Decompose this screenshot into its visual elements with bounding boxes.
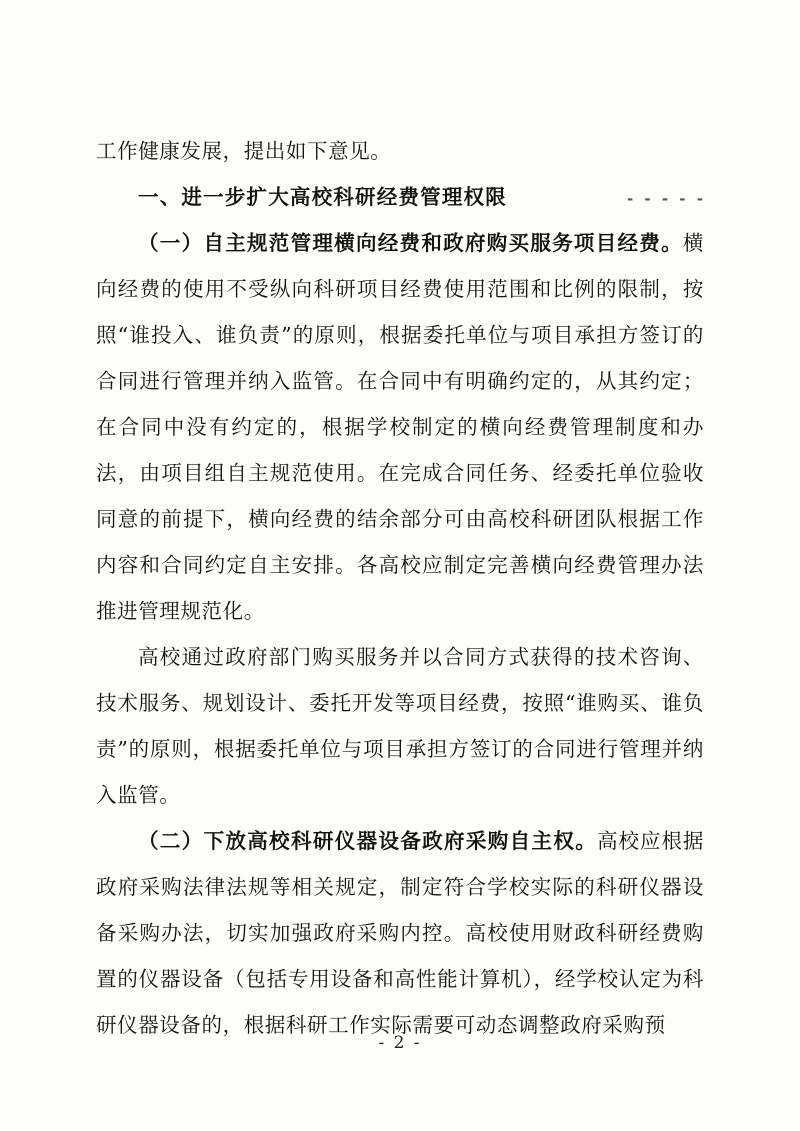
section-heading xyxy=(96,174,704,220)
section-heading-text: 一、进一步扩大高校科研经费管理权限 xyxy=(138,185,507,209)
item-1-text: 横向经费的使用不受纵向科研项目经费使用范围和比例的限制，按照“谁投入、谁负责”的原则，根据委托单位与项目承担方签订的合同进行管理并纳入监管。在合同中有明确约定的，从其约定；在合同中没有约定的，根据学校制定的横向经费管理制度和办法，由项目组自主规范使用。在完成合同任务、经委托单位验收同意的前提下，横向经费的结余部分可由高校科研团队根据工作内容和合同约定自主安排。各高校应制定完善横向经费管理办法推进管理规范化。 xyxy=(96,231,704,623)
paragraph-item-1-continued: 高校通过政府部门购买服务并以合同方式获得的技术咨询、技术服务、规划设计、委托开发等项目经费，按照“谁购买、谁负责”的原则，根据委托单位与项目承担方签订的合同进行管理并纳入监管。 xyxy=(96,645,704,807)
paragraph-item-1 xyxy=(96,220,704,634)
item-1-lead: （一）自主规范管理横向经费和政府购买服务项目经费。 xyxy=(138,231,683,255)
document-body xyxy=(96,128,704,1048)
paragraph-continuation: 工作健康发展，提出如下意见。 xyxy=(96,139,392,163)
paragraph-item-2 xyxy=(96,818,704,1048)
item-2-lead: （二）下放高校科研仪器设备政府采购自主权。 xyxy=(138,829,598,853)
item-2-text: 高校应根据政府采购法律法规等相关规定，制定符合学校实际的科研仪器设备采购办法，切实加强政府采购内控。高校使用财政科研经费购置的仪器设备（包括专用设备和高性能计算机），经学校认定为科研仪器设备的，根据科研工作实际需要可动态调整政府采购预 xyxy=(96,829,704,1037)
page-number: - 2 - xyxy=(378,1033,422,1053)
margin-note-dashes: - - - - - xyxy=(626,190,706,208)
